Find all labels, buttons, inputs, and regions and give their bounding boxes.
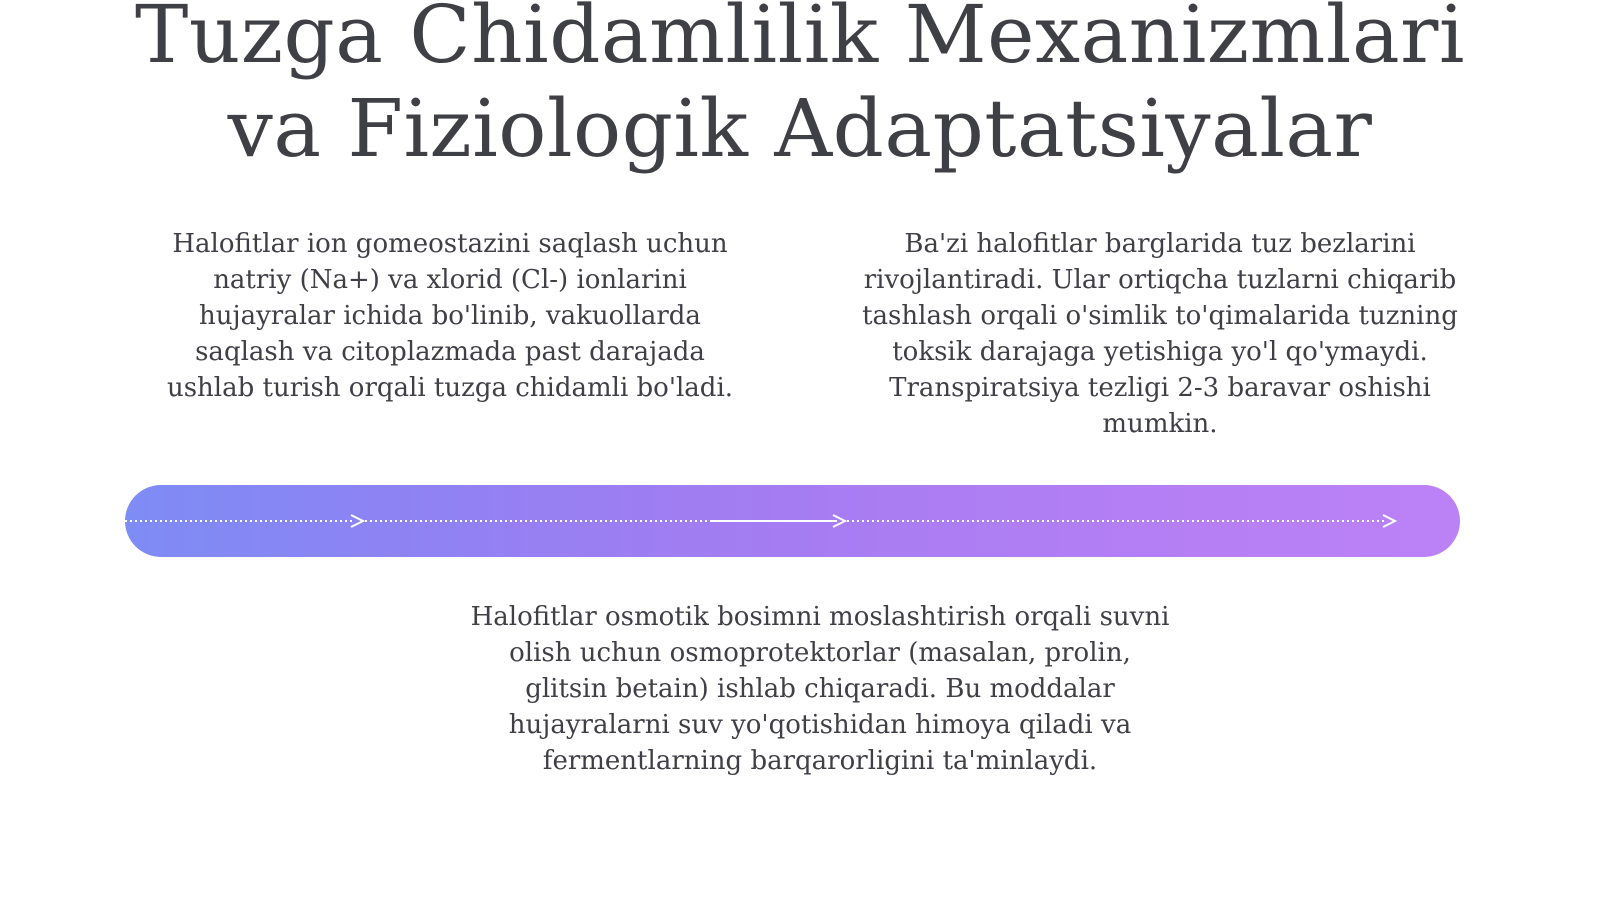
page-title (0, 0, 1600, 176)
timeline-bar (125, 485, 1460, 557)
paragraph-ion-homeostasis: Halofitlar ion gomeostazini saqlash uchun natriy (Na+) va xlorid (Cl-) ionlarini hujayralar ichida bo'linib, vakuollarda saqlash va citoplazmada past darajada ushlab turish orqali tuzga chidamli bo'ladi. (166, 229, 734, 403)
arrow-head-3-icon (1383, 515, 1395, 527)
title-line-1: Tuzga Chidamlilik Mexanizmlari (135, 0, 1465, 81)
paragraph-salt-glands: Ba'zi halofitlar barglarida tuz bezlarini rivojlantiradi. Ular ortiqcha tuzlarni chiqarib tashlash orqali o'simlik to'qimalarida tuzning toksik darajaga yetishiga yo'l qo'ymaydi. Transpiratsiya tezligi 2-3 baravar oshishi mumkin. (862, 229, 1458, 439)
timeline-arrows (125, 485, 1460, 557)
title-line-2: va Fiziologik Adaptatsiyalar (227, 82, 1373, 175)
paragraph-osmoprotectants: Halofitlar osmotik bosimni moslashtirish orqali suvni olish uchun osmoprotektorlar (masalan, prolin, glitsin betain) ishlab chiqaradi. Bu moddalar hujayralarni suv yo'qotishidan himoya qiladi va fermentlarning barqarorligini ta'minlaydi. (470, 602, 1170, 776)
arrow-head-1-icon (351, 515, 363, 527)
